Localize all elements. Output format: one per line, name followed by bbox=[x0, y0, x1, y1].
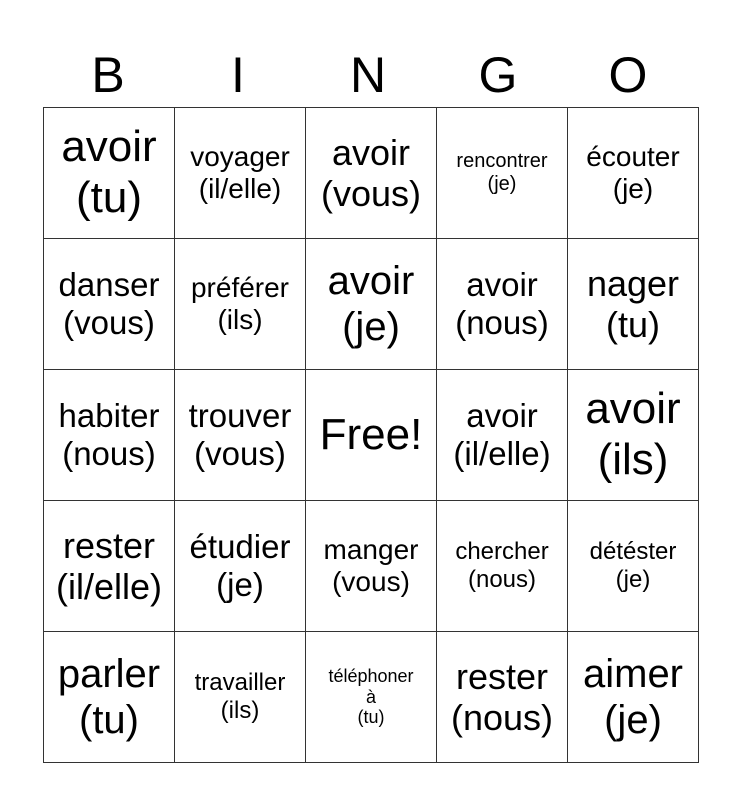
bingo-cell[interactable]: parler (tu) bbox=[44, 632, 175, 763]
bingo-cell[interactable]: voyager (il/elle) bbox=[175, 108, 306, 239]
bingo-cell[interactable]: avoir (tu) bbox=[44, 108, 175, 239]
bingo-cell[interactable]: aimer (je) bbox=[568, 632, 699, 763]
bingo-cell[interactable]: danser (vous) bbox=[44, 239, 175, 370]
bingo-cell[interactable]: étudier (je) bbox=[175, 501, 306, 632]
bingo-free-space[interactable]: Free! bbox=[306, 370, 437, 501]
bingo-cell[interactable]: avoir (il/elle) bbox=[437, 370, 568, 501]
bingo-cell[interactable]: avoir (ils) bbox=[568, 370, 699, 501]
header-letter-n: N bbox=[349, 47, 387, 103]
bingo-cell[interactable]: détéster (je) bbox=[568, 501, 699, 632]
bingo-cell[interactable]: habiter (nous) bbox=[44, 370, 175, 501]
bingo-cell[interactable]: rester (nous) bbox=[437, 632, 568, 763]
bingo-row bbox=[44, 239, 699, 370]
bingo-cell[interactable]: avoir (vous) bbox=[306, 108, 437, 239]
bingo-cell[interactable]: travailler (ils) bbox=[175, 632, 306, 763]
bingo-row bbox=[44, 501, 699, 632]
bingo-card-grid bbox=[43, 107, 699, 763]
bingo-row bbox=[44, 370, 699, 501]
bingo-cell[interactable]: avoir (nous) bbox=[437, 239, 568, 370]
header-letter-o: O bbox=[608, 47, 648, 103]
bingo-cell[interactable]: trouver (vous) bbox=[175, 370, 306, 501]
bingo-cell[interactable]: préférer (ils) bbox=[175, 239, 306, 370]
bingo-cell[interactable]: rencontrer (je) bbox=[437, 108, 568, 239]
bingo-cell[interactable]: chercher (nous) bbox=[437, 501, 568, 632]
bingo-header bbox=[43, 44, 693, 106]
bingo-cell[interactable]: téléphoner à (tu) bbox=[306, 632, 437, 763]
header-letter-b: B bbox=[91, 47, 125, 103]
bingo-row bbox=[44, 632, 699, 763]
bingo-cell[interactable]: manger (vous) bbox=[306, 501, 437, 632]
bingo-cell[interactable]: rester (il/elle) bbox=[44, 501, 175, 632]
header-letter-i: I bbox=[231, 47, 245, 103]
bingo-cell[interactable]: nager (tu) bbox=[568, 239, 699, 370]
bingo-cell[interactable]: écouter (je) bbox=[568, 108, 699, 239]
bingo-cell[interactable]: avoir (je) bbox=[306, 239, 437, 370]
header-letter-g: G bbox=[478, 47, 518, 103]
bingo-row bbox=[44, 108, 699, 239]
